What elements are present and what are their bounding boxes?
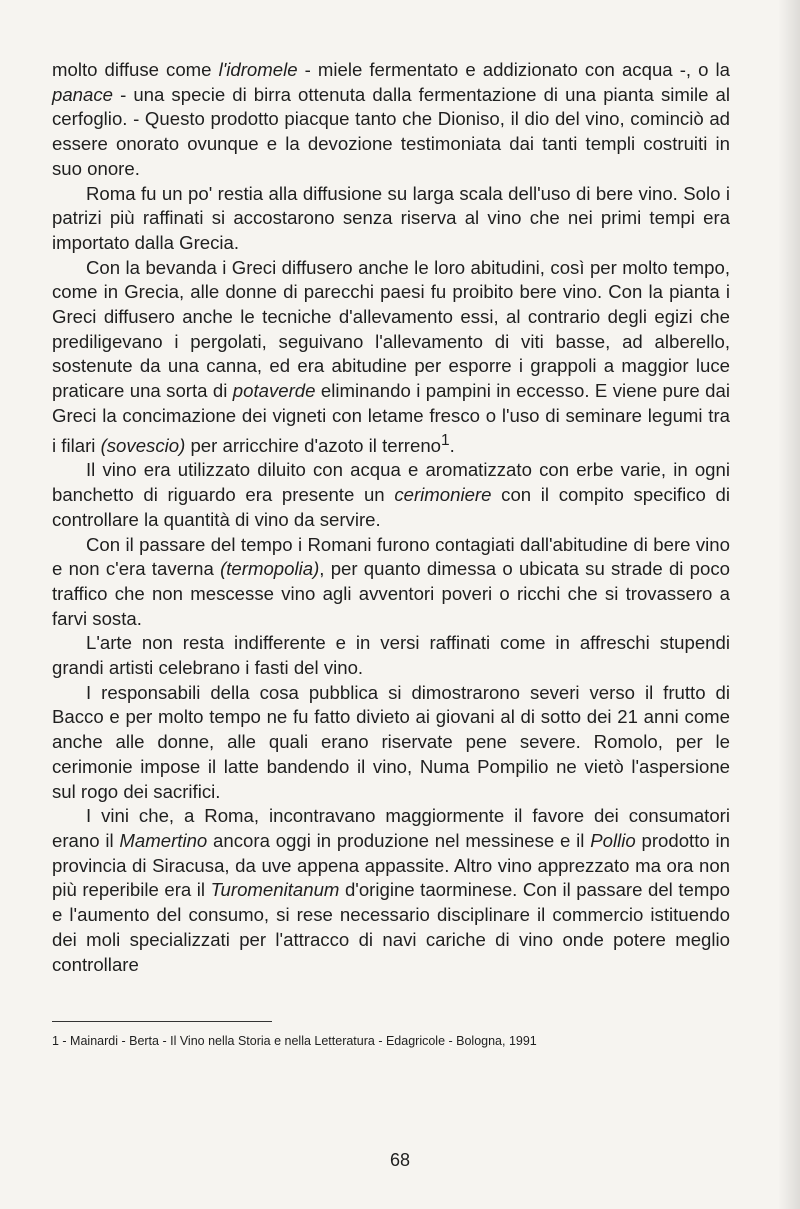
text-run: Il vino era utilizzato diluito con acqua e aromatizzato con erbe varie, in ogni banchetto di riguardo era presente un [52, 459, 730, 506]
text-run: . [449, 434, 455, 456]
text-run: prodotto in provincia di Siracusa, da uve appena appassite. Altro vino apprezzato ma ora non più reperibile era il [52, 829, 730, 901]
text-run: Con la bevanda i Greci diffusero anche le loro abitudini, così per molto tempo, come in Grecia, alle donne di parecchi paesi fu proibito bere vino. Con la pianta i Greci diffusero anche le tecniche d'allevamento essi, al contrario degli egizi che prediligevano i pergolati, seguivano l'allevamento di viti basse, ad alberello, sostenute da una canna, ed era abitudine per esporre i grappoli a maggior luce praticare una sorta di [52, 256, 730, 402]
text-run: molto diffuse come [52, 59, 219, 80]
paragraph [52, 631, 730, 680]
text-run: con il compito specifico di controllare la quantità di vino da servire. [52, 484, 730, 530]
italic-term: (sovescio) [100, 434, 186, 456]
body-text [52, 58, 730, 977]
text-run: d'origine taorminese. Con il passare del tempo e l'aumento del consumo, si rese necessario disciplinare il commercio istituendo dei moli specializzati per l'attracco di navi cariche di vino onde potere meglio controllare [52, 879, 730, 975]
footnote-rule [52, 1021, 272, 1022]
italic-term: cerimoniere [394, 484, 492, 506]
footnote: 1 - Mainardi - Berta - Il Vino nella Storia e nella Letteratura - Edagricole - Bologna, 1991 [52, 1034, 537, 1049]
italic-term: potaverde [232, 380, 316, 402]
paragraph [52, 458, 730, 532]
italic-term: Turomenitanum [210, 879, 340, 901]
text-run: , per quanto dimessa o ubicata su strade di poco traffico che non mescesse vino agli avventori poveri o ricchi che si trovassero a farvi sosta. [52, 558, 730, 629]
paragraph [52, 804, 730, 977]
text-run: - miele fermentato e addizionato con acqua -, o la [297, 59, 730, 80]
footnote-ref: 1 [441, 431, 450, 449]
text-run: per arricchire d'azoto il terreno [185, 434, 442, 456]
text-run: Con il passare del tempo i Romani furono contagiati dall'abitudine di bere vino e non c'era taverna [52, 533, 730, 580]
paragraph [52, 256, 730, 459]
text-run: L'arte non resta indifferente e in versi raffinati come in affreschi stupendi grandi artisti celebrano i fasti del vino. [52, 632, 730, 679]
page-number: 68 [389, 1150, 411, 1170]
italic-term: l'idromele [218, 59, 298, 80]
page-edge-shadow [778, 0, 800, 1209]
text-run: ancora oggi in produzione nel messinese e il [207, 829, 591, 851]
paragraph [52, 681, 730, 805]
text-run: I vini che, a Roma, incontravano maggiormente il favore dei consumatori erano il [52, 805, 730, 851]
text-run: I responsabili della cosa pubblica si dimostrarono severi verso il frutto di Bacco e per molto tempo ne fu fatto divieto ai giovani al di sotto dei 21 anni come anche alle donne, alle quali erano riservate pene severe. Romolo, per le cerimonie impose il latte bandendo il vino, Numa Pompilio ne vietò l'aspersione sul rogo dei sacrifici. [52, 681, 730, 802]
italic-term: Pollio [590, 829, 636, 851]
paragraph [52, 182, 730, 256]
paragraph [52, 58, 730, 182]
italic-term: Mamertino [119, 829, 208, 851]
italic-term: panace [52, 83, 114, 105]
paragraph [52, 533, 730, 632]
text-run: eliminando i pampini in eccesso. E viene pure dai Greci la concimazione dei vigneti con letame fresco o l'uso di seminare legumi tra i filari [52, 380, 730, 456]
text-run: Roma fu un po' restia alla diffusione su larga scala dell'uso di bere vino. Solo i patrizi più raffinati si accostarono senza riserva al vino che nei primi tempi era importato dalla Grecia. [52, 182, 730, 253]
italic-term: (termopolia) [220, 558, 320, 580]
text-run: - una specie di birra ottenuta dalla fermentazione di una pianta simile al cerfoglio. - Questo prodotto piacque tanto che Dioniso, il dio del vino, cominciò ad essere onorato ovunque e la devozione testimoniata dai tanti templi costruiti in suo onore. [52, 83, 730, 179]
